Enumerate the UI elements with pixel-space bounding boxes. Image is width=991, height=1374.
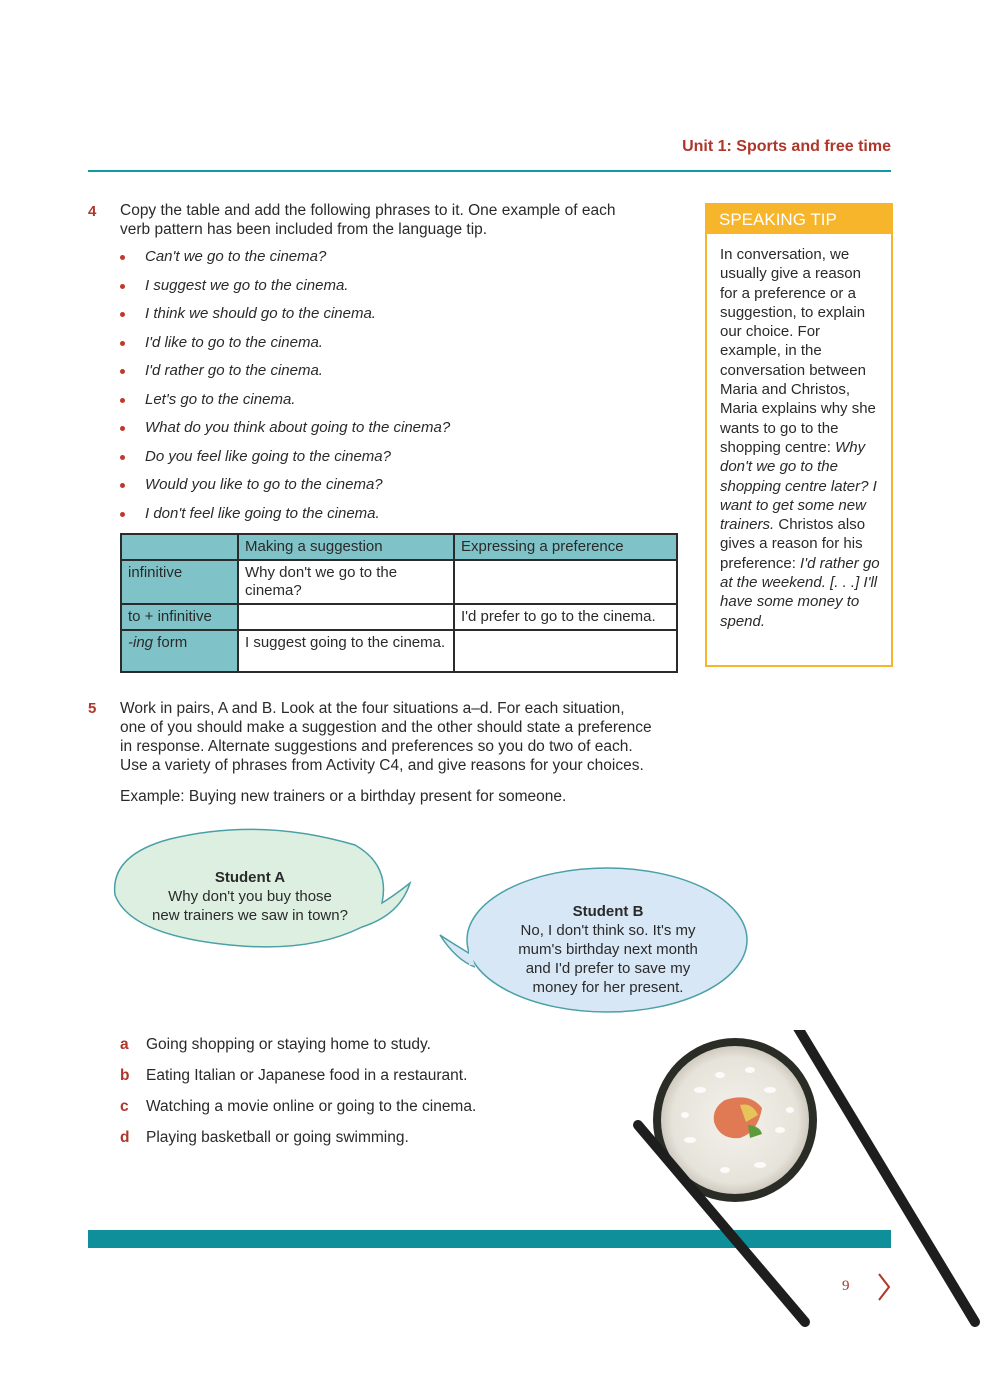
table-cell	[454, 630, 677, 672]
header-rule	[88, 170, 891, 172]
bubble-b-speaker: Student B	[572, 903, 644, 920]
bullet-icon	[120, 426, 125, 431]
bullet-icon	[120, 369, 125, 374]
row-label: -ing form	[121, 630, 238, 672]
list-item: I suggest we go to the cinema.	[120, 276, 450, 305]
page-number: 9	[842, 1278, 850, 1294]
row-label: to + infinitive	[121, 604, 238, 630]
table-cell: I'd prefer to go to the cinema.	[454, 604, 677, 630]
table-corner-cell	[121, 534, 238, 560]
table-row	[121, 630, 677, 672]
situation-item-b: b Eating Italian or Japanese food in a restaurant.	[120, 1067, 468, 1084]
activity-5-line-1: Work in pairs, A and B. Look at the four situations a–d. For each situation,	[120, 700, 625, 717]
activity-5-line-3: in response. Alternate suggestions and preferences so you do two of each.	[120, 738, 633, 755]
speaking-tip-text: In conversation, we usually give a reason for a preference or a suggestion, to explain our choice. For example, in the conversation between Maria and Christos, Maria explains why she wants to go to the shopping centre: Why don't we go to the shopping centre later? I want to get some new trainers. Christos also gives a reason for his preference: I'd rather go at the weekend. [. . .] I'll have some money to spend.	[720, 246, 880, 630]
table-row	[121, 604, 677, 630]
bullet-icon	[120, 483, 125, 488]
phrase-list	[120, 247, 450, 532]
bullet-icon	[120, 398, 125, 403]
list-item: I'd like to go to the cinema.	[120, 333, 450, 362]
list-item: Let's go to the cinema.	[120, 390, 450, 419]
column-header-suggestion: Making a suggestion	[238, 534, 454, 560]
column-header-preference: Expressing a preference	[454, 534, 677, 560]
table-cell: Why don't we go to the cinema?	[238, 560, 454, 604]
table-cell	[238, 604, 454, 630]
table-header-row	[121, 534, 677, 560]
bullet-icon	[120, 312, 125, 317]
activity-5-line-4: Use a variety of phrases from Activity C4, and give reasons for your choices.	[120, 757, 644, 774]
situation-item-a: a Going shopping or staying home to study.	[120, 1036, 431, 1053]
table-cell	[454, 560, 677, 604]
list-item: Can't we go to the cinema?	[120, 247, 450, 276]
bubble-a-text: Student A Why don't you buy those new trainers we saw in town?	[152, 869, 348, 924]
list-item: Do you feel like going to the cinema?	[120, 447, 450, 476]
bullet-icon	[120, 455, 125, 460]
activity-4-instruction-line-2: verb pattern has been included from the language tip.	[120, 221, 488, 238]
speaking-tip-title: SPEAKING TIP	[705, 203, 891, 234]
bubble-b-text: Student B No, I don't think so. It's my mum's birthday next month and I'd prefer to save my money for her present.	[518, 903, 698, 996]
verb-pattern-table	[120, 533, 678, 673]
bullet-icon	[120, 341, 125, 346]
activity-5-number: 5	[88, 700, 97, 717]
list-item: I don't feel like going to the cinema.	[120, 504, 450, 533]
activity-5-example: Example: Buying new trainers or a birthday present for someone.	[120, 788, 567, 805]
table-cell: I suggest going to the cinema.	[238, 630, 454, 672]
situation-item-d: d Playing basketball or going swimming.	[120, 1129, 409, 1146]
table-row	[121, 560, 677, 604]
list-item: I'd rather go to the cinema.	[120, 361, 450, 390]
activity-5-line-2: one of you should make a suggestion and the other should state a preference	[120, 719, 652, 736]
situation-item-c: c Watching a movie online or going to the cinema.	[120, 1098, 477, 1115]
activity-4-instruction-line-1: Copy the table and add the following phrases to it. One example of each	[120, 202, 616, 219]
list-item: I think we should go to the cinema.	[120, 304, 450, 333]
row-label: infinitive	[121, 560, 238, 604]
bubble-a-speaker: Student A	[214, 869, 286, 886]
bullet-icon	[120, 255, 125, 260]
sushi-chopsticks-illustration	[630, 1030, 991, 1330]
activity-4-number: 4	[88, 203, 97, 220]
list-item: Would you like to go to the cinema?	[120, 475, 450, 504]
unit-title: Unit 1: Sports and free time	[682, 138, 891, 155]
list-item: What do you think about going to the cinema?	[120, 418, 450, 447]
bullet-icon	[120, 512, 125, 517]
bullet-icon	[120, 284, 125, 289]
chevron-right-icon[interactable]	[876, 1272, 892, 1302]
